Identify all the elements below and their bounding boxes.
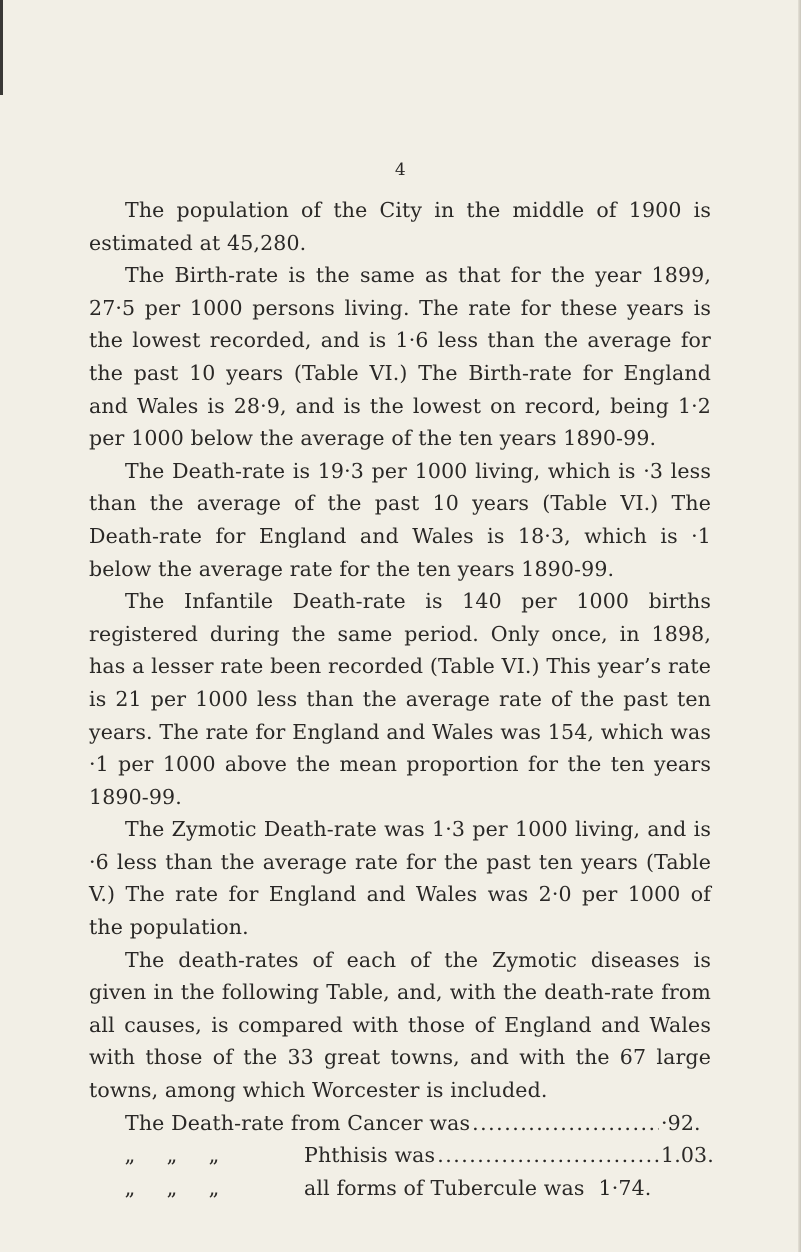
ditto-marks	[89, 1172, 304, 1205]
ditto-mark: „	[124, 1175, 136, 1200]
dot-leader	[472, 1107, 659, 1140]
ditto-mark: „	[124, 1143, 136, 1168]
cause-rate-row	[89, 1172, 711, 1205]
document-body	[89, 194, 714, 1204]
ditto-mark: „	[166, 1143, 178, 1168]
page-number: 4	[394, 160, 407, 180]
cause-rate-value: ·92.	[661, 1110, 701, 1135]
ditto-marks	[89, 1139, 304, 1172]
cause-name: Phthisis was	[304, 1143, 436, 1168]
cause-rate-row	[89, 1107, 711, 1140]
ditto-mark: „	[166, 1175, 178, 1200]
paragraph-birth-rate: The Birth-rate is the same as that for the year 1899, 27·5 per 1000 persons living. The rate for these years is the lowest recorded, and is 1·6 less than the average for the past 10 years (Table VI.) The Birth-rate for England and Wales is 28·9, and is the lowest on record, being 1·2 per 1000 below the average of the ten years 1890-99.	[89, 263, 711, 451]
cause-name: all forms of Tubercule was	[304, 1175, 585, 1200]
cause-rate-value: 1.03.	[661, 1143, 714, 1168]
ditto-mark: „	[208, 1175, 220, 1200]
ditto-mark: „	[208, 1143, 220, 1168]
paragraph-zymotic-death-rate: The Zymotic Death-rate was 1·3 per 1000 living, and is ·6 less than the average rate for the past ten years (Table V.) The rate for England and Wales was 2·0 per 1000 of the population.	[89, 817, 711, 940]
cause-rate-list	[89, 1107, 714, 1205]
paragraph-population: The population of the City in the middle of 1900 is estimated at 45,280.	[89, 198, 711, 255]
page-edge-shadow	[0, 0, 3, 95]
paragraph-infantile-death-rate: The Infantile Death-rate is 140 per 1000 births registered during the same period. Only once, in 1898, has a lesser rate been recorded (Table VI.) This year’s rate is 21 per 1000 less than the average rate of the past ten years. The rate for England and Wales was 154, which was ·1 per 1000 above the mean proportion for the ten years 1890-99.	[89, 589, 711, 809]
cause-rate-row	[89, 1139, 714, 1172]
cause-rate-value: 1·74.	[598, 1175, 652, 1200]
paragraph-zymotic-diseases: The death-rates of each of the Zymotic diseases is given in the following Table, and, with the death-rate from all causes, is compared with those of England and Wales with those of the 33 great towns, and with the 67 large towns, among which Worcester is included.	[89, 947, 711, 1103]
paragraph-death-rate: The Death-rate is 19·3 per 1000 living, which is ·3 less than the average of the past 10 years (Table VI.) The Death-rate for England and Wales is 18·3, which is ·1 below the average rate for the ten years 1890-99.	[89, 458, 711, 581]
cause-rate-prefix: The Death-rate from	[125, 1110, 341, 1135]
cause-name: Cancer was	[347, 1110, 471, 1135]
dot-leader	[437, 1139, 659, 1172]
